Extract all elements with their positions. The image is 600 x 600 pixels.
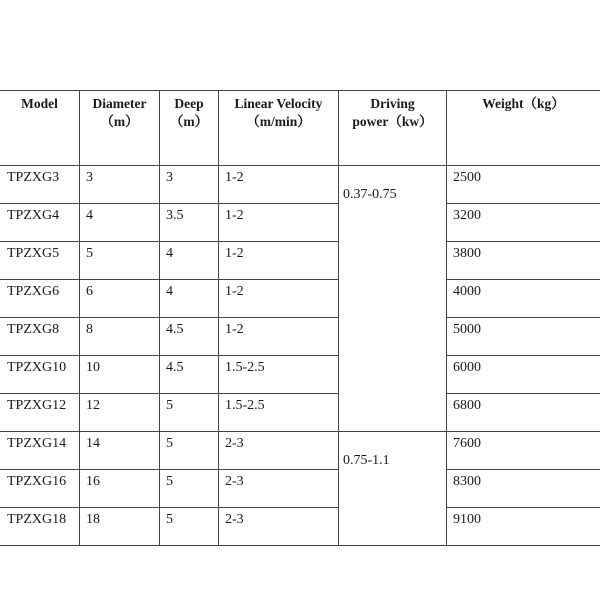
cell-velocity: 1.5-2.5 — [219, 394, 339, 432]
cell-diameter: 3 — [80, 166, 160, 204]
header-driving-power: Driving power（kw） — [339, 91, 447, 166]
table-row — [0, 318, 600, 356]
header-deep: Deep （m） — [160, 91, 219, 166]
cell-model: TPZXG6 — [0, 280, 80, 318]
cell-velocity: 1-2 — [219, 280, 339, 318]
cell-velocity: 1-2 — [219, 166, 339, 204]
cell-weight: 6000 — [447, 356, 600, 394]
cell-weight: 7600 — [447, 432, 600, 470]
header-diameter: Diameter （m） — [80, 91, 160, 166]
cell-deep: 5 — [160, 470, 219, 508]
cell-weight: 3200 — [447, 204, 600, 242]
cell-weight: 4000 — [447, 280, 600, 318]
cell-velocity: 1.5-2.5 — [219, 356, 339, 394]
cell-velocity: 2-3 — [219, 470, 339, 508]
cell-diameter: 8 — [80, 318, 160, 356]
table-row — [0, 394, 600, 432]
cell-weight: 6800 — [447, 394, 600, 432]
cell-deep: 5 — [160, 508, 219, 546]
cell-model: TPZXG12 — [0, 394, 80, 432]
cell-velocity: 1-2 — [219, 242, 339, 280]
cell-model: TPZXG14 — [0, 432, 80, 470]
table-header-row — [0, 91, 600, 166]
cell-velocity: 1-2 — [219, 204, 339, 242]
cell-diameter: 6 — [80, 280, 160, 318]
cell-deep: 4 — [160, 242, 219, 280]
cell-weight: 9100 — [447, 508, 600, 546]
cell-weight: 5000 — [447, 318, 600, 356]
table-row — [0, 280, 600, 318]
cell-velocity: 2-3 — [219, 432, 339, 470]
cell-model: TPZXG16 — [0, 470, 80, 508]
cell-power-group-2: 0.75-1.1 — [339, 432, 447, 546]
table-row — [0, 432, 600, 470]
cell-diameter: 10 — [80, 356, 160, 394]
cell-diameter: 16 — [80, 470, 160, 508]
cell-deep: 3 — [160, 166, 219, 204]
cell-velocity: 2-3 — [219, 508, 339, 546]
header-linear-velocity: Linear Velocity （m/min） — [219, 91, 339, 166]
cell-model: TPZXG8 — [0, 318, 80, 356]
table-row — [0, 242, 600, 280]
table-row — [0, 204, 600, 242]
cell-diameter: 12 — [80, 394, 160, 432]
spec-table-container — [0, 90, 600, 546]
spec-table — [0, 90, 600, 546]
cell-power-group-1: 0.37-0.75 — [339, 166, 447, 432]
table-row — [0, 508, 600, 546]
table-row — [0, 356, 600, 394]
cell-deep: 4.5 — [160, 356, 219, 394]
cell-deep: 3.5 — [160, 204, 219, 242]
cell-weight: 2500 — [447, 166, 600, 204]
cell-velocity: 1-2 — [219, 318, 339, 356]
cell-diameter: 18 — [80, 508, 160, 546]
cell-diameter: 14 — [80, 432, 160, 470]
cell-diameter: 4 — [80, 204, 160, 242]
header-weight: Weight（kg） — [447, 91, 600, 166]
cell-model: TPZXG4 — [0, 204, 80, 242]
cell-deep: 5 — [160, 432, 219, 470]
table-row — [0, 470, 600, 508]
cell-model: TPZXG5 — [0, 242, 80, 280]
cell-weight: 8300 — [447, 470, 600, 508]
cell-weight: 3800 — [447, 242, 600, 280]
cell-deep: 4 — [160, 280, 219, 318]
cell-model: TPZXG10 — [0, 356, 80, 394]
table-row — [0, 166, 600, 204]
cell-model: TPZXG18 — [0, 508, 80, 546]
cell-diameter: 5 — [80, 242, 160, 280]
cell-deep: 5 — [160, 394, 219, 432]
header-model: Model — [0, 91, 80, 166]
cell-model: TPZXG3 — [0, 166, 80, 204]
cell-deep: 4.5 — [160, 318, 219, 356]
